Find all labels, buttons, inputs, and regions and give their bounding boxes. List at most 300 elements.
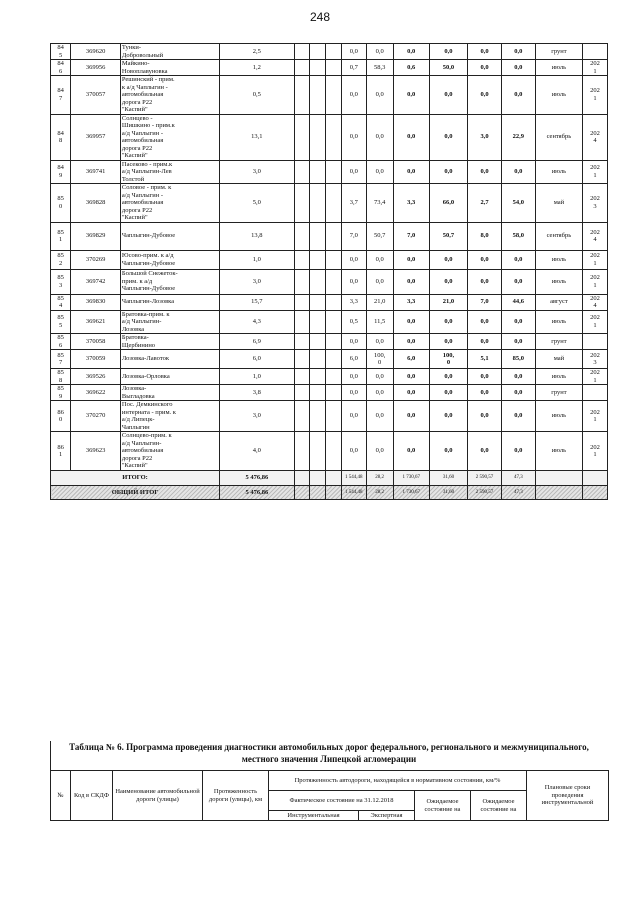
exp2-pct: 0,0 [501, 250, 535, 269]
h-expected-2: Ожидаемое состояние на [471, 791, 527, 821]
table-row [51, 160, 608, 184]
row-number: 86 1 [51, 432, 71, 471]
exp2-pct: 0,0 [501, 334, 535, 350]
empty-cell [326, 294, 342, 310]
row-code: 369830 [71, 294, 121, 310]
exp1-km: 0,0 [393, 432, 429, 471]
fact-km: 0,0 [341, 401, 366, 432]
exp1-km: 0,6 [393, 60, 429, 76]
fact-pct: 0,0 [366, 44, 393, 60]
h-num: № [51, 771, 71, 821]
road-length: 2,5 [220, 44, 294, 60]
row-number: 85 2 [51, 250, 71, 269]
table-row [51, 184, 608, 223]
h-fact: Фактическое состояние на 31.12.2018 [269, 791, 415, 811]
exp2-km: 0,0 [468, 369, 502, 385]
road-table [50, 43, 608, 500]
exp1-pct: 0,0 [429, 369, 467, 385]
empty-cell [294, 222, 310, 250]
exp1-km: 0,0 [393, 44, 429, 60]
row-code: 369957 [71, 114, 121, 160]
table-row [51, 350, 608, 369]
fact-km: 0,0 [341, 250, 366, 269]
total-value: 47,3 [501, 471, 535, 486]
exp2-pct: 0,0 [501, 432, 535, 471]
fact-pct: 58,3 [366, 60, 393, 76]
fact-km: 3,3 [341, 294, 366, 310]
total-value: 2 590,57 [468, 486, 502, 500]
exp1-pct: 0,0 [429, 310, 467, 334]
exp2-pct: 54,0 [501, 184, 535, 223]
exp1-km: 0,0 [393, 160, 429, 184]
year [583, 334, 608, 350]
empty-cell [310, 350, 326, 369]
year: 202 1 [583, 269, 608, 294]
grand-total-row [51, 486, 608, 500]
exp2-pct: 22,9 [501, 114, 535, 160]
row-number: 85 8 [51, 369, 71, 385]
year: 202 1 [583, 310, 608, 334]
road-length: 13,8 [220, 222, 294, 250]
h-code: Код в СКДФ [71, 771, 113, 821]
empty-cell [310, 294, 326, 310]
fact-pct: 0,0 [366, 432, 393, 471]
year: 202 1 [583, 432, 608, 471]
exp1-pct: 100, 0 [429, 350, 467, 369]
empty-cell [294, 114, 310, 160]
total-value: 1 730,67 [393, 486, 429, 500]
row-number: 85 3 [51, 269, 71, 294]
year: 202 1 [583, 250, 608, 269]
total-value: 1 544,48 [341, 471, 366, 486]
fact-km: 0,5 [341, 310, 366, 334]
empty-cell [310, 385, 326, 401]
empty-cell [310, 432, 326, 471]
month: грунт [535, 334, 582, 350]
row-code: 369956 [71, 60, 121, 76]
row-code: 369621 [71, 310, 121, 334]
exp1-pct: 50,7 [429, 222, 467, 250]
road-name: Юсово-прим. к а/д Чаплыгин-Дубовое [120, 250, 219, 269]
total-length: 5 476,86 [220, 486, 294, 500]
h-expected-1: Ожидаемое состояние на [415, 791, 471, 821]
month: июль [535, 369, 582, 385]
month: июль [535, 269, 582, 294]
exp2-km: 0,0 [468, 432, 502, 471]
month: июль [535, 250, 582, 269]
fact-pct: 0,0 [366, 369, 393, 385]
exp1-pct: 0,0 [429, 334, 467, 350]
row-code: 370057 [71, 76, 121, 115]
exp1-pct: 0,0 [429, 250, 467, 269]
empty-cell [294, 401, 310, 432]
table-row [51, 334, 608, 350]
empty-cell [294, 471, 310, 486]
exp1-km: 7,0 [393, 222, 429, 250]
row-number: 85 6 [51, 334, 71, 350]
fact-pct: 100, 0 [366, 350, 393, 369]
empty-cell [535, 486, 582, 500]
exp1-pct: 0,0 [429, 160, 467, 184]
row-code: 369526 [71, 369, 121, 385]
fact-pct: 0,0 [366, 401, 393, 432]
empty-cell [326, 486, 342, 500]
row-number: 85 5 [51, 310, 71, 334]
row-code: 370270 [71, 401, 121, 432]
year: 202 1 [583, 369, 608, 385]
year: 202 4 [583, 222, 608, 250]
exp2-km: 0,0 [468, 60, 502, 76]
empty-cell [294, 432, 310, 471]
total-length: 5 476,86 [220, 471, 294, 486]
empty-cell [294, 385, 310, 401]
year [583, 44, 608, 60]
road-name: Соловое - прим. к а/д Чаплыгин - автомобильная дорога Р22 "Каспий" [120, 184, 219, 223]
exp1-km: 0,0 [393, 401, 429, 432]
fact-pct: 11,5 [366, 310, 393, 334]
empty-cell [583, 486, 608, 500]
table-row [51, 385, 608, 401]
row-code: 369623 [71, 432, 121, 471]
year: 202 3 [583, 350, 608, 369]
exp2-pct: 0,0 [501, 369, 535, 385]
month: июль [535, 432, 582, 471]
row-number: 86 0 [51, 401, 71, 432]
empty-cell [310, 269, 326, 294]
road-name: Чаплыгин-Лозовка [120, 294, 219, 310]
exp1-pct: 0,0 [429, 269, 467, 294]
empty-cell [326, 471, 342, 486]
fact-km: 0,0 [341, 76, 366, 115]
exp2-km: 0,0 [468, 385, 502, 401]
month: август [535, 294, 582, 310]
empty-cell [326, 222, 342, 250]
exp2-pct: 85,0 [501, 350, 535, 369]
exp1-km: 0,0 [393, 269, 429, 294]
row-code: 369829 [71, 222, 121, 250]
road-length: 6,0 [220, 350, 294, 369]
table-row [51, 222, 608, 250]
row-number: 85 0 [51, 184, 71, 223]
h-length: Протяженность дороги (улицы), км [203, 771, 269, 821]
empty-cell [310, 310, 326, 334]
fact-km: 0,0 [341, 269, 366, 294]
road-name: Солнцево - Шишкино - прим.к а/д Чаплыгин - автомобильная дорога Р22 "Каспий" [120, 114, 219, 160]
total-value: 2 590,57 [468, 471, 502, 486]
road-length: 1,0 [220, 250, 294, 269]
fact-km: 0,7 [341, 60, 366, 76]
empty-cell [326, 76, 342, 115]
exp2-pct: 0,0 [501, 60, 535, 76]
row-number: 84 8 [51, 114, 71, 160]
fact-km: 3,7 [341, 184, 366, 223]
empty-cell [294, 60, 310, 76]
road-length: 4,3 [220, 310, 294, 334]
empty-cell [326, 160, 342, 184]
exp2-pct: 0,0 [501, 310, 535, 334]
empty-cell [310, 160, 326, 184]
month: сентябрь [535, 222, 582, 250]
road-name: Майкино- Новоплавуновка [120, 60, 219, 76]
table-row [51, 76, 608, 115]
exp2-pct: 44,6 [501, 294, 535, 310]
table-row [51, 401, 608, 432]
exp2-km: 0,0 [468, 160, 502, 184]
page-number: 248 [309, 10, 331, 24]
exp1-km: 0,0 [393, 385, 429, 401]
empty-cell [326, 432, 342, 471]
empty-cell [310, 486, 326, 500]
fact-pct: 0,0 [366, 385, 393, 401]
total-value: 28,2 [366, 471, 393, 486]
year [583, 385, 608, 401]
fact-pct: 0,0 [366, 160, 393, 184]
road-name: Решинский - прим. к а/д Чаплыгин - автомобильная дорога Р22 "Каспий" [120, 76, 219, 115]
exp1-km: 0,0 [393, 76, 429, 115]
row-number: 84 6 [51, 60, 71, 76]
exp2-km: 8,0 [468, 222, 502, 250]
empty-cell [310, 334, 326, 350]
road-length: 3,8 [220, 385, 294, 401]
month: май [535, 184, 582, 223]
row-code: 369622 [71, 385, 121, 401]
empty-cell [294, 310, 310, 334]
exp1-km: 0,0 [393, 310, 429, 334]
road-length: 6,9 [220, 334, 294, 350]
empty-cell [326, 385, 342, 401]
empty-cell [326, 401, 342, 432]
row-code: 370058 [71, 334, 121, 350]
table-row [51, 432, 608, 471]
year: 202 1 [583, 60, 608, 76]
empty-cell [326, 114, 342, 160]
month: грунт [535, 44, 582, 60]
month: июль [535, 310, 582, 334]
row-number: 84 9 [51, 160, 71, 184]
row-code: 369741 [71, 160, 121, 184]
month: июль [535, 401, 582, 432]
year: 202 4 [583, 294, 608, 310]
road-name: Лозовка-Лавоток [120, 350, 219, 369]
month: июль [535, 160, 582, 184]
total-row [51, 471, 608, 486]
empty-cell [294, 44, 310, 60]
table-row [51, 269, 608, 294]
exp1-pct: 50,0 [429, 60, 467, 76]
exp1-pct: 0,0 [429, 76, 467, 115]
exp1-km: 0,0 [393, 250, 429, 269]
table-row [51, 44, 608, 60]
empty-cell [310, 76, 326, 115]
row-number: 85 1 [51, 222, 71, 250]
exp2-km: 5,1 [468, 350, 502, 369]
fact-pct: 50,7 [366, 222, 393, 250]
month: грунт [535, 385, 582, 401]
total-value: 1 730,67 [393, 471, 429, 486]
fact-pct: 0,0 [366, 269, 393, 294]
fact-pct: 0,0 [366, 250, 393, 269]
exp2-pct: 0,0 [501, 269, 535, 294]
row-number: 85 7 [51, 350, 71, 369]
exp2-km: 2,7 [468, 184, 502, 223]
table-row [51, 60, 608, 76]
fact-km: 0,0 [341, 114, 366, 160]
empty-cell [310, 44, 326, 60]
empty-cell [294, 334, 310, 350]
exp1-pct: 0,0 [429, 44, 467, 60]
road-length: 15,7 [220, 294, 294, 310]
fact-km: 0,0 [341, 44, 366, 60]
empty-cell [310, 222, 326, 250]
fact-km: 7,0 [341, 222, 366, 250]
empty-cell [294, 369, 310, 385]
row-number: 85 9 [51, 385, 71, 401]
fact-km: 0,0 [341, 369, 366, 385]
empty-cell [310, 60, 326, 76]
empty-cell [310, 471, 326, 486]
empty-cell [310, 401, 326, 432]
exp2-km: 0,0 [468, 269, 502, 294]
table6-title: Таблица № 6. Программа проведения диагностики автомобильных дорог федерального, регионального и межмуниципального, местного значения Липецкой агломерации [69, 742, 589, 764]
month: июль [535, 60, 582, 76]
road-length: 1,2 [220, 60, 294, 76]
empty-cell [326, 269, 342, 294]
empty-cell [310, 184, 326, 223]
exp2-pct: 0,0 [501, 401, 535, 432]
total-label: ОБЩИЙ ИТОГ [51, 486, 220, 500]
table-row [51, 294, 608, 310]
exp2-pct: 0,0 [501, 44, 535, 60]
empty-cell [326, 334, 342, 350]
exp1-km: 0,0 [393, 369, 429, 385]
road-name: Братовка-прим. к а/д Чаплыгин- Лозовка [120, 310, 219, 334]
exp2-km: 0,0 [468, 250, 502, 269]
road-length: 5,0 [220, 184, 294, 223]
year: 202 1 [583, 160, 608, 184]
month: июль [535, 76, 582, 115]
table-row [51, 114, 608, 160]
exp2-km: 0,0 [468, 76, 502, 115]
fact-pct: 0,0 [366, 76, 393, 115]
exp2-pct: 0,0 [501, 76, 535, 115]
fact-km: 0,0 [341, 432, 366, 471]
year: 202 4 [583, 114, 608, 160]
road-length: 3,0 [220, 160, 294, 184]
h-name: Наименование автомобильной дороги (улицы) [113, 771, 203, 821]
road-name: Пасеково - прим.к а/д Чаплыгин-Лев Толстой [120, 160, 219, 184]
total-label: ИТОГО: [51, 471, 220, 486]
empty-cell [294, 160, 310, 184]
fact-pct: 0,0 [366, 114, 393, 160]
fact-pct: 73,4 [366, 184, 393, 223]
empty-cell [326, 310, 342, 334]
empty-cell [310, 369, 326, 385]
empty-cell [326, 250, 342, 269]
empty-cell [535, 471, 582, 486]
road-name: Большой Снежеток- прим. к а/д Чаплыгин-Дубовое [120, 269, 219, 294]
empty-cell [294, 184, 310, 223]
road-name: Пос. Демкинского интерната - прим. к а/д Липецк- Чаплыгин [120, 401, 219, 432]
exp1-pct: 0,0 [429, 401, 467, 432]
road-name: Лозовка- Выгладовка [120, 385, 219, 401]
row-code: 369828 [71, 184, 121, 223]
exp2-km: 3,0 [468, 114, 502, 160]
month: май [535, 350, 582, 369]
fact-pct: 0,0 [366, 334, 393, 350]
exp2-km: 0,0 [468, 310, 502, 334]
empty-cell [294, 486, 310, 500]
road-length: 3,0 [220, 269, 294, 294]
exp2-km: 0,0 [468, 401, 502, 432]
exp2-pct: 58,0 [501, 222, 535, 250]
table-row [51, 250, 608, 269]
table6-header [50, 770, 609, 821]
exp2-pct: 0,0 [501, 160, 535, 184]
road-name: Солнцево-прим. к а/д Чаплыгин- автомобильная дорога Р22 "Каспий" [120, 432, 219, 471]
h-normative: Протяженность автодороги, находящейся в нормативном состоянии, км/% [269, 771, 527, 791]
exp2-km: 7,0 [468, 294, 502, 310]
exp1-km: 3,3 [393, 184, 429, 223]
exp2-km: 0,0 [468, 334, 502, 350]
exp1-pct: 21,0 [429, 294, 467, 310]
road-length: 3,0 [220, 401, 294, 432]
empty-cell [294, 294, 310, 310]
road-length: 4,0 [220, 432, 294, 471]
empty-cell [310, 250, 326, 269]
empty-cell [294, 350, 310, 369]
empty-cell [294, 76, 310, 115]
fact-pct: 21,0 [366, 294, 393, 310]
empty-cell [583, 471, 608, 486]
exp1-km: 0,0 [393, 334, 429, 350]
road-name: Братовка- Щербинино [120, 334, 219, 350]
h-terms: Плановые сроки проведения инструментальной [527, 771, 609, 821]
exp1-pct: 66,0 [429, 184, 467, 223]
exp1-km: 3,3 [393, 294, 429, 310]
total-value: 47,3 [501, 486, 535, 500]
exp1-km: 0,0 [393, 114, 429, 160]
h-expert: Экспертная [359, 811, 415, 821]
empty-cell [326, 60, 342, 76]
exp2-km: 0,0 [468, 44, 502, 60]
year: 202 1 [583, 76, 608, 115]
fact-km: 0,0 [341, 334, 366, 350]
road-name: Тунки- Добровольный [120, 44, 219, 60]
exp1-pct: 0,0 [429, 432, 467, 471]
road-length: 13,1 [220, 114, 294, 160]
row-number: 84 7 [51, 76, 71, 115]
exp1-pct: 0,0 [429, 385, 467, 401]
exp1-pct: 0,0 [429, 114, 467, 160]
table-row [51, 369, 608, 385]
table-row [51, 310, 608, 334]
empty-cell [294, 269, 310, 294]
road-length: 0,5 [220, 76, 294, 115]
empty-cell [310, 114, 326, 160]
total-value: 28,2 [366, 486, 393, 500]
total-value: 31,60 [429, 486, 467, 500]
row-code: 369620 [71, 44, 121, 60]
row-code: 370269 [71, 250, 121, 269]
total-value: 1 544,48 [341, 486, 366, 500]
row-code: 370059 [71, 350, 121, 369]
row-number: 84 5 [51, 44, 71, 60]
exp1-km: 6,0 [393, 350, 429, 369]
h-instrumental: Инструментальная [269, 811, 359, 821]
empty-cell [294, 250, 310, 269]
row-code: 369742 [71, 269, 121, 294]
empty-cell [326, 184, 342, 223]
